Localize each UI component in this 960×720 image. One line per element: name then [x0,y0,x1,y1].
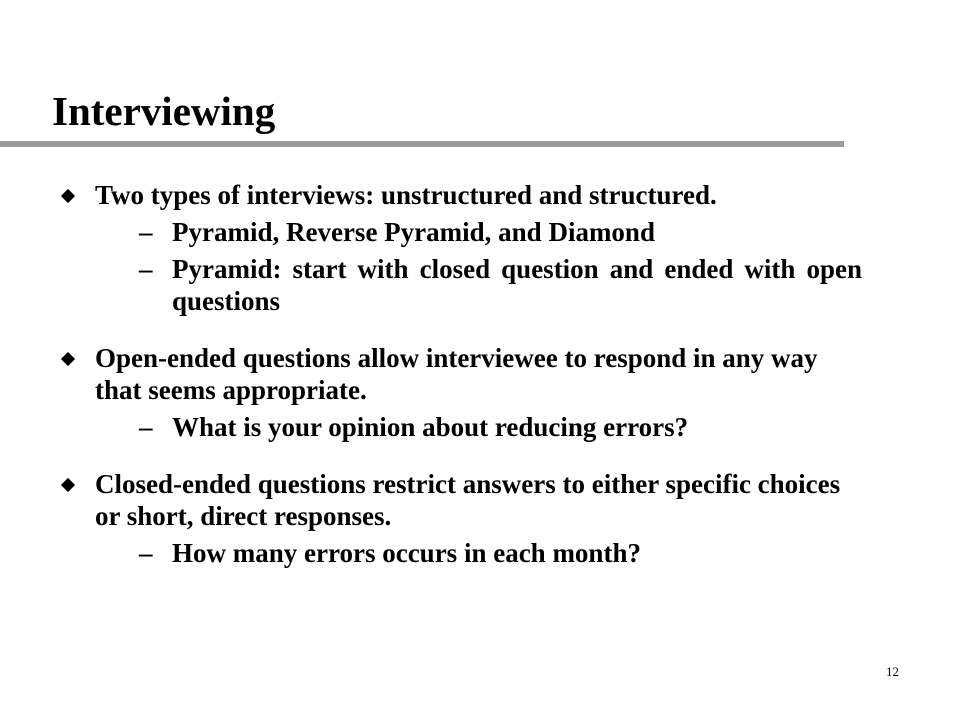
diamond-bullet-icon [61,352,75,366]
diamond-bullet-icon [61,189,75,203]
bullet-item-open-ended [60,342,862,443]
bullet-text: Open-ended questions allow interviewee to respond in any way that seems appropriate. [95,343,818,405]
dash-marker: – [139,412,153,442]
title-underline [0,141,844,147]
dash-marker: – [139,538,153,568]
sub-item-text: Pyramid, Reverse Pyramid, and Diamond [172,217,655,247]
page-number: 12 [886,664,899,679]
sub-item-text: What is your opinion about reducing errors? [172,412,689,442]
slide-title: Interviewing [52,88,276,134]
bullet-text: Two types of interviews: unstructured and structured. [95,180,717,210]
sub-item-closed-example [95,537,862,569]
bullet-item-closed-ended [60,468,862,569]
bullet-item-interview-types [60,179,862,317]
dash-marker: – [139,217,153,247]
sub-item-pyramid-types [95,216,862,248]
sub-item-text: Pyramid: start with closed question and ended with open questions [172,254,862,316]
dash-marker: – [139,254,153,284]
slide-content [60,179,862,571]
sub-item-pyramid-definition [95,253,862,317]
sub-item-text: How many errors occurs in each month? [172,538,641,568]
diamond-bullet-icon [61,478,75,492]
sub-item-open-example [95,411,862,443]
bullet-text: Closed-ended questions restrict answers to either specific choices or short, direct responses. [95,469,841,531]
